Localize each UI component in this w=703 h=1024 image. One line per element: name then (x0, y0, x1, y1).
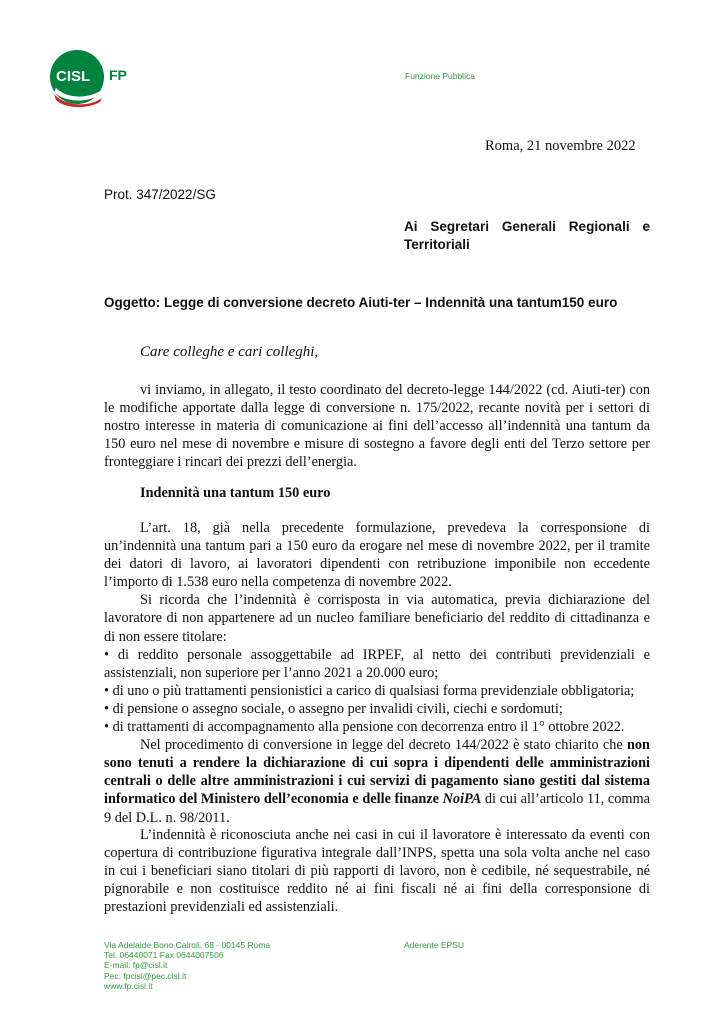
procedure-tail: di cui all’articolo 11, comma 9 del D.L. n. 98/2011. (104, 791, 650, 826)
footer-website: www.fp.cisl.it (104, 980, 153, 991)
footer-email: E-mail: fp@cisl.it (104, 960, 168, 971)
procedure-lead: Nel procedimento di conversione in legge del decreto 144/2022 è stato chiarito che (140, 737, 627, 754)
procedure-paragraph (104, 736, 650, 826)
list-item: • di trattamenti di accompagnamento alla pensione con decorrenza entro il 1° ottobre 2022. (104, 718, 650, 736)
footer-address: Via Adelaide Bono Cairoli, 68 - 00145 Roma (104, 940, 271, 950)
greeting: Care colleghe e cari colleghi, (140, 344, 319, 360)
list-item: • di reddito personale assoggettabile ad IRPEF, al netto dei contributi previdenziali e assistenziali, non superiore per l’anno 2021 a 20.000 euro; (104, 646, 650, 682)
footer-affiliation: Aderente EPSU (404, 940, 465, 950)
footer-phone: Tel. 06440071 Fax 0644007506 (104, 950, 224, 961)
recognition-paragraph: L’indennità è riconosciuta anche nei casi in cui il lavoratore è interessato da eventi con copertura di contribuzione figurativa integrale dall’INPS, spetta una sola volta anche nel caso in cui i beneficiari siano titolari di più rapporti di lavoro, non è cedibile, né sequestrabile, né pignorabile e non costituisce reddito né ai fini fiscali né ai fini della corresponsione di prestazioni previdenziali ed assistenziali. (104, 827, 650, 916)
logo-text-cisl: CISL (56, 68, 91, 85)
protocol-number: Prot. 347/2022/SG (104, 187, 216, 202)
subject-line: Oggetto: Legge di conversione decreto Aiuti-ter – Indennità una tantum150 euro (104, 295, 618, 310)
list-item: • di uno o più trattamenti pensionistici a carico di qualsiasi forma previdenziale obbligatoria; (104, 682, 650, 700)
art18-paragraph: L’art. 18, già nella precedente formulazione, prevedeva la corresponsione di un’indennità una tantum pari a 150 euro da erogare nel mese di novembre 2022, per il tramite dei datori di lavoro, ai lavoratori dipendenti con retribuzione imponibile non eccedente l’importo di 1.538 euro nella competenza di novembre 2022. (104, 520, 650, 591)
intro-paragraph-block (104, 381, 650, 471)
recipients-line-2: Territoriali (404, 237, 470, 252)
recipients-line-1: Ai Segretari Generali Regionali e (404, 219, 650, 234)
letter-date: Roma, 21 novembre 2022 (485, 138, 636, 154)
list-item: • di pensione o assegno sociale, o assegno per invalidi civili, ciechi e sordomuti; (104, 700, 650, 718)
footer-pec: Pec: fpcisl@pec.cisl.it (104, 970, 187, 981)
header-tagline: Funzione Pubblica (405, 71, 475, 81)
procedure-noipa: NoiPA (442, 791, 482, 808)
recipients-block (404, 218, 650, 254)
procedure-bold: non sono tenuti a rendere la dichiarazione di cui sopra i dipendenti delle amministrazioni centrali o delle altre amministrazioni i cui servizi di pagamento siano gestiti dal sistema informatico del Ministero dell’economia e delle finanze (104, 737, 650, 808)
cisl-fp-logo (50, 50, 136, 108)
footer-contacts (104, 940, 270, 991)
intro-paragraph: vi inviamo, in allegato, il testo coordinato del decreto-legge 144/2022 (cd. Aiuti-ter) con le modifiche apportate dalla legge di conversione n. 175/2022, recante novità per i settori di nostro interesse in materia di comunicazione ai fini dell’accesso all’indennità una tantum da 150 euro nel mese di novembre e misure di sostegno a favore degli enti del Terzo settore per fronteggiare i rincari dei prezzi dell’energia. (104, 382, 650, 471)
requirements-list (104, 646, 650, 736)
logo-text-fp: FP (109, 67, 127, 83)
main-body-block (104, 519, 650, 827)
recognition-block (104, 826, 650, 916)
reminder-paragraph: Si ricorda che l’indennità è corrisposta in via automatica, previa dichiarazione del lavoratore di non appartenere ad un nucleo familiare beneficiario del reddito di cittadinanza e di non essere titolare: (104, 592, 650, 645)
section-title: Indennità una tantum 150 euro (140, 485, 331, 501)
